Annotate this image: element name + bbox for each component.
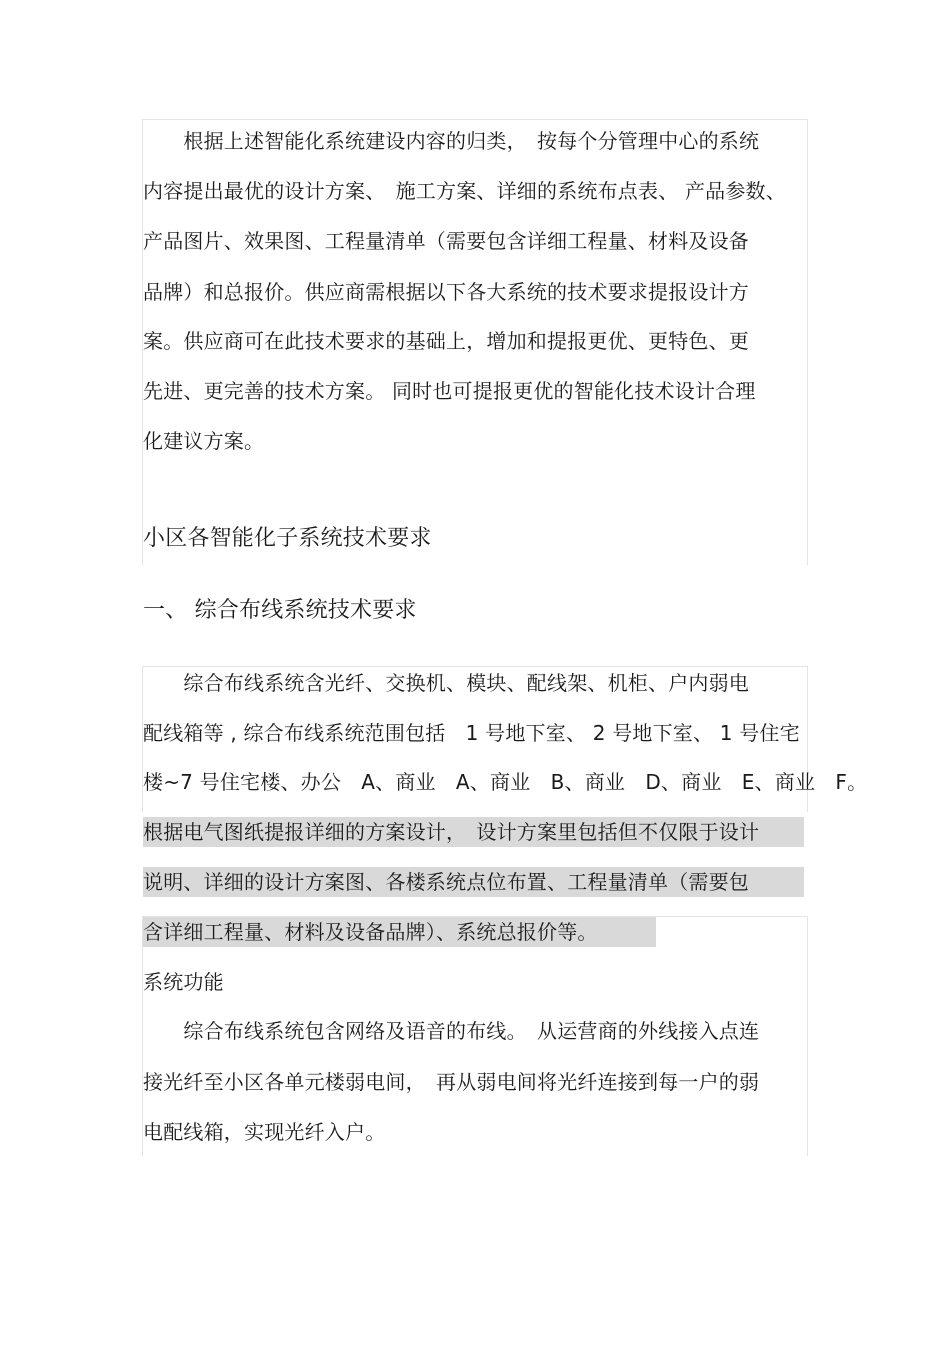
function-line: 接光纤至小区各单元楼弱电间， 再从弱电间将光纤连接到每一户的弱: [143, 1070, 760, 1094]
section-title: 小区各智能化子系统技术要求: [143, 526, 432, 551]
subsection-title: 一、 综合布线系统技术要求: [143, 598, 417, 623]
scope-line: 配线箱等 , 综合布线系统范围包括 1 号地下室、 2 号地下室、 1 号住宅: [143, 721, 800, 745]
scope-line-highlighted: 含详细工程量、材料及设备品牌）、系统总报价等。: [143, 917, 656, 947]
function-line: 综合布线系统包含网络及语音的布线。 从运营商的外线接入点连: [143, 1019, 760, 1043]
scope-line: 楼~7 号住宅楼、办公 A、商业 A、商业 B、商业 D、商业 E、商业 F。: [143, 770, 868, 794]
intro-line: 品牌）和总报价。供应商需根据以下各大系统的技术要求提报设计方: [143, 280, 749, 304]
scope-line: 综合布线系统含光纤、交换机、模块、配线架、机柜、户内弱电: [143, 671, 749, 695]
intro-line: 案。供应商可在此技术要求的基础上，增加和提报更优、更特色、更: [143, 329, 749, 353]
intro-line: 内容提出最优的设计方案、 施工方案、详细的系统布点表、 产品参数、: [143, 179, 786, 203]
function-line: 电配线箱，实现光纤入户。: [143, 1120, 386, 1144]
function-title: 系统功能: [143, 970, 224, 994]
intro-line: 先进、更完善的技术方案。 同时也可提报更优的智能化技术设计合理: [143, 379, 756, 403]
scope-line-highlighted: 说明、详细的设计方案图、各楼系统点位布置、工程量清单（需要包: [143, 867, 804, 897]
intro-line: 根据上述智能化系统建设内容的归类， 按每个分管理中心的系统: [143, 129, 760, 153]
intro-line: 化建议方案。: [143, 429, 265, 453]
intro-line: 产品图片、效果图、工程量清单（需要包含详细工程量、材料及设备: [143, 229, 749, 253]
scope-line-highlighted: 根据电气图纸提报详细的方案设计， 设计方案里包括但不仅限于设计: [143, 817, 804, 847]
